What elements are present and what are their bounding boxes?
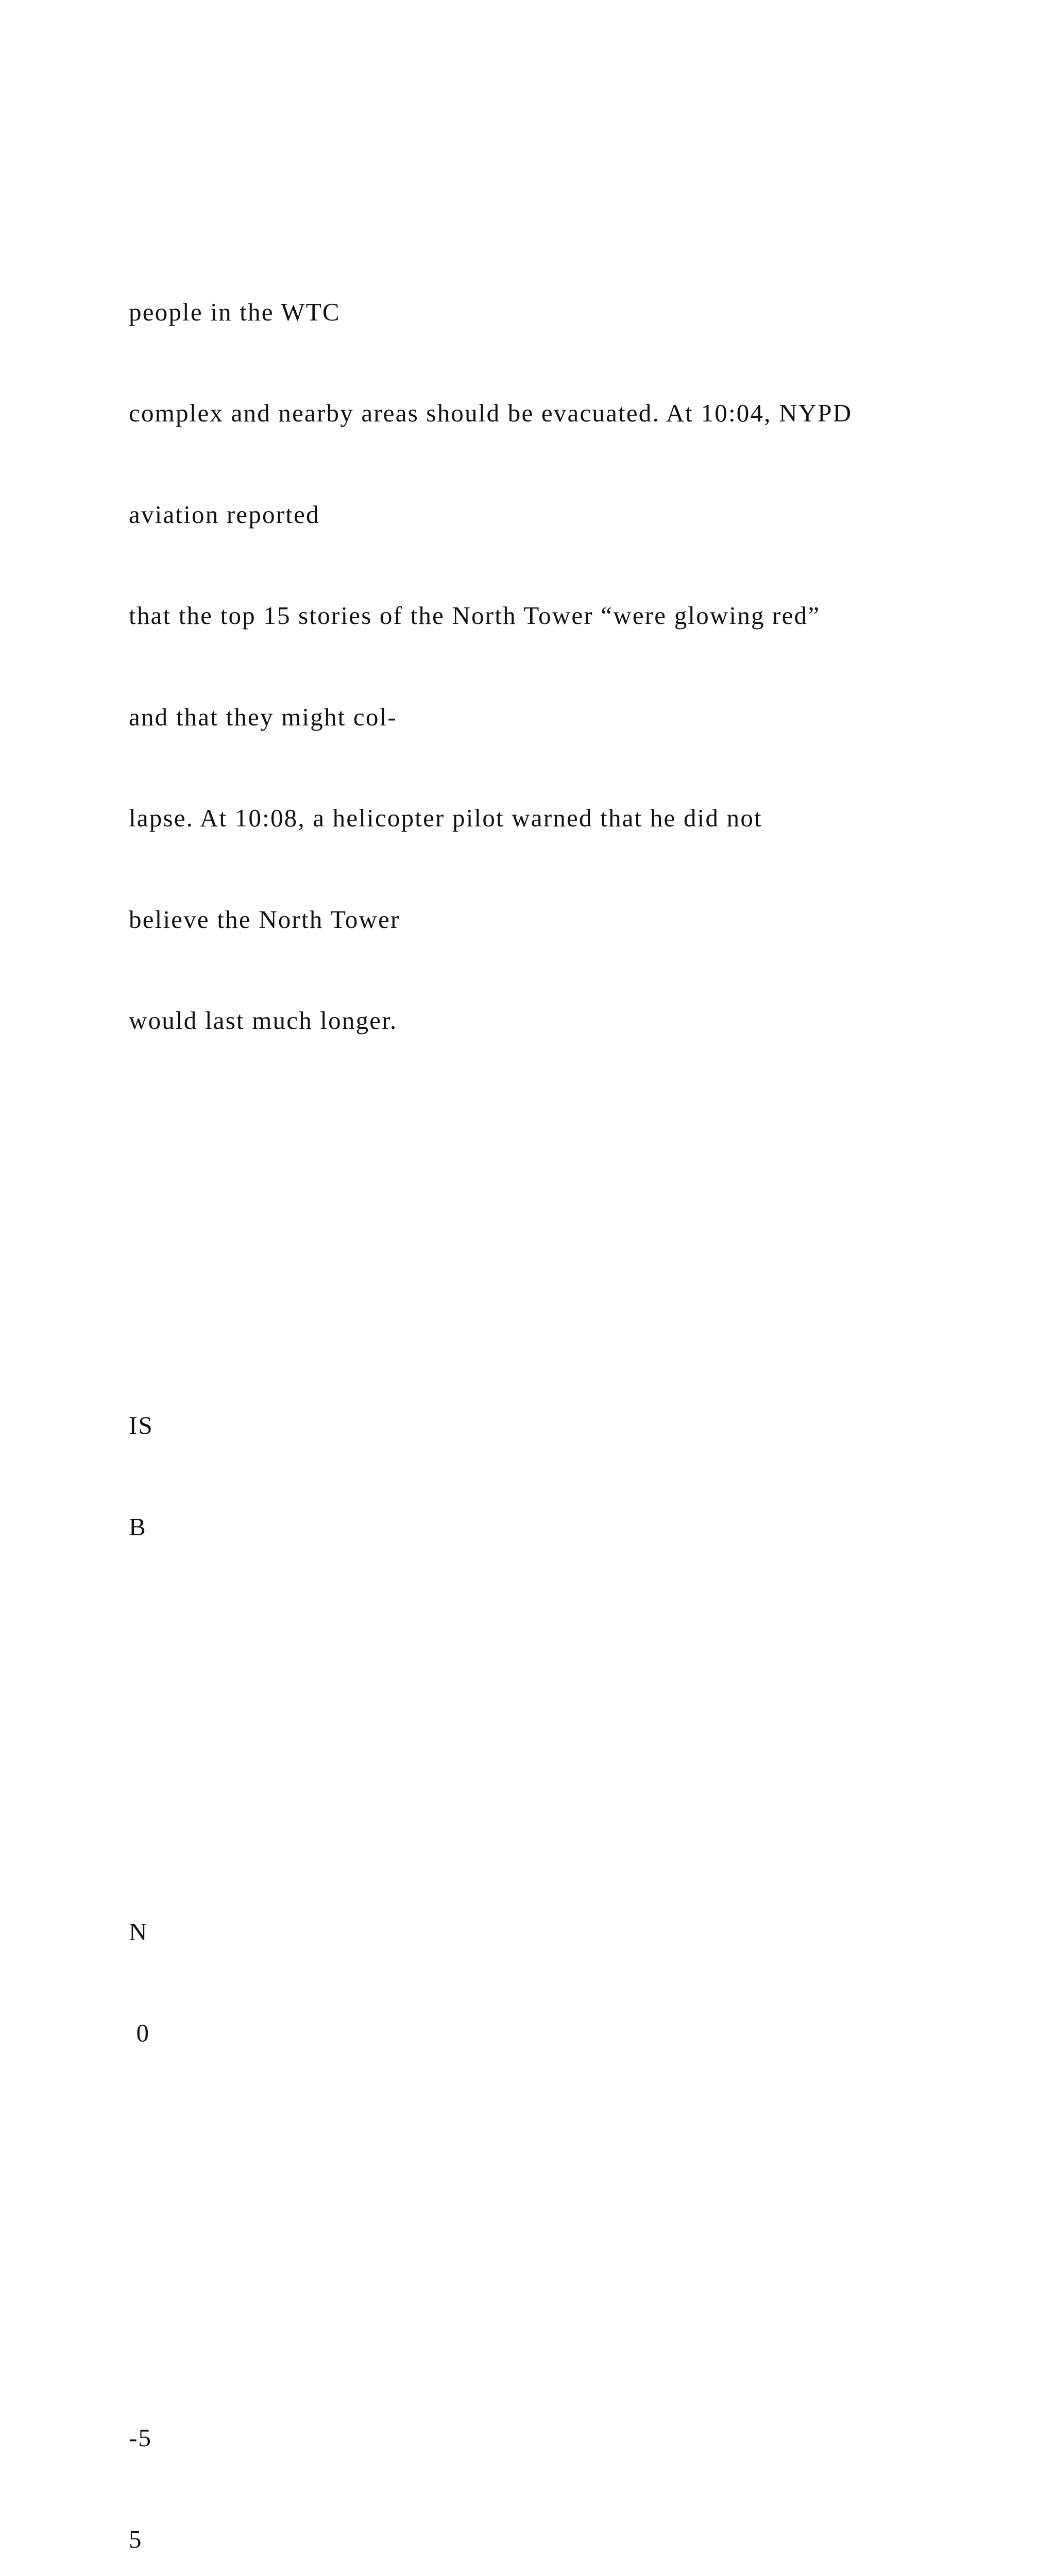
- text-line: and that they might col-: [129, 702, 397, 731]
- text-line: believe the North Tower: [129, 905, 400, 934]
- text-line: that the top 15 stories of the North Tower “were glowing red”: [129, 601, 821, 630]
- isbn-fragment: [129, 1848, 1005, 2117]
- isbn-fragment: [129, 2353, 1005, 2576]
- isbn-line: B: [129, 1512, 147, 1541]
- isbn-line: 0: [129, 2019, 150, 2047]
- paragraph-evacuation: [129, 228, 1005, 1105]
- blank-line: [129, 2218, 1005, 2252]
- isbn-line: IS: [129, 1411, 154, 1439]
- isbn-line: -5: [129, 2424, 152, 2452]
- text-line: aviation reported: [129, 500, 320, 529]
- text-line: lapse. At 10:08, a helicopter pilot warned that he did not: [129, 804, 762, 832]
- text-line: complex and nearby areas should be evacuated. At 10:04, NYPD: [129, 399, 853, 427]
- text-line: would last much longer.: [129, 1006, 398, 1035]
- document-text: [129, 126, 1005, 2576]
- blank-line: [129, 1206, 1005, 1240]
- isbn-line: N: [129, 1917, 148, 1946]
- isbn-fragment: [129, 1341, 1005, 1611]
- text-line: people in the WTC: [129, 297, 341, 326]
- blank-line: [129, 1713, 1005, 1747]
- isbn-line: 5: [129, 2524, 143, 2553]
